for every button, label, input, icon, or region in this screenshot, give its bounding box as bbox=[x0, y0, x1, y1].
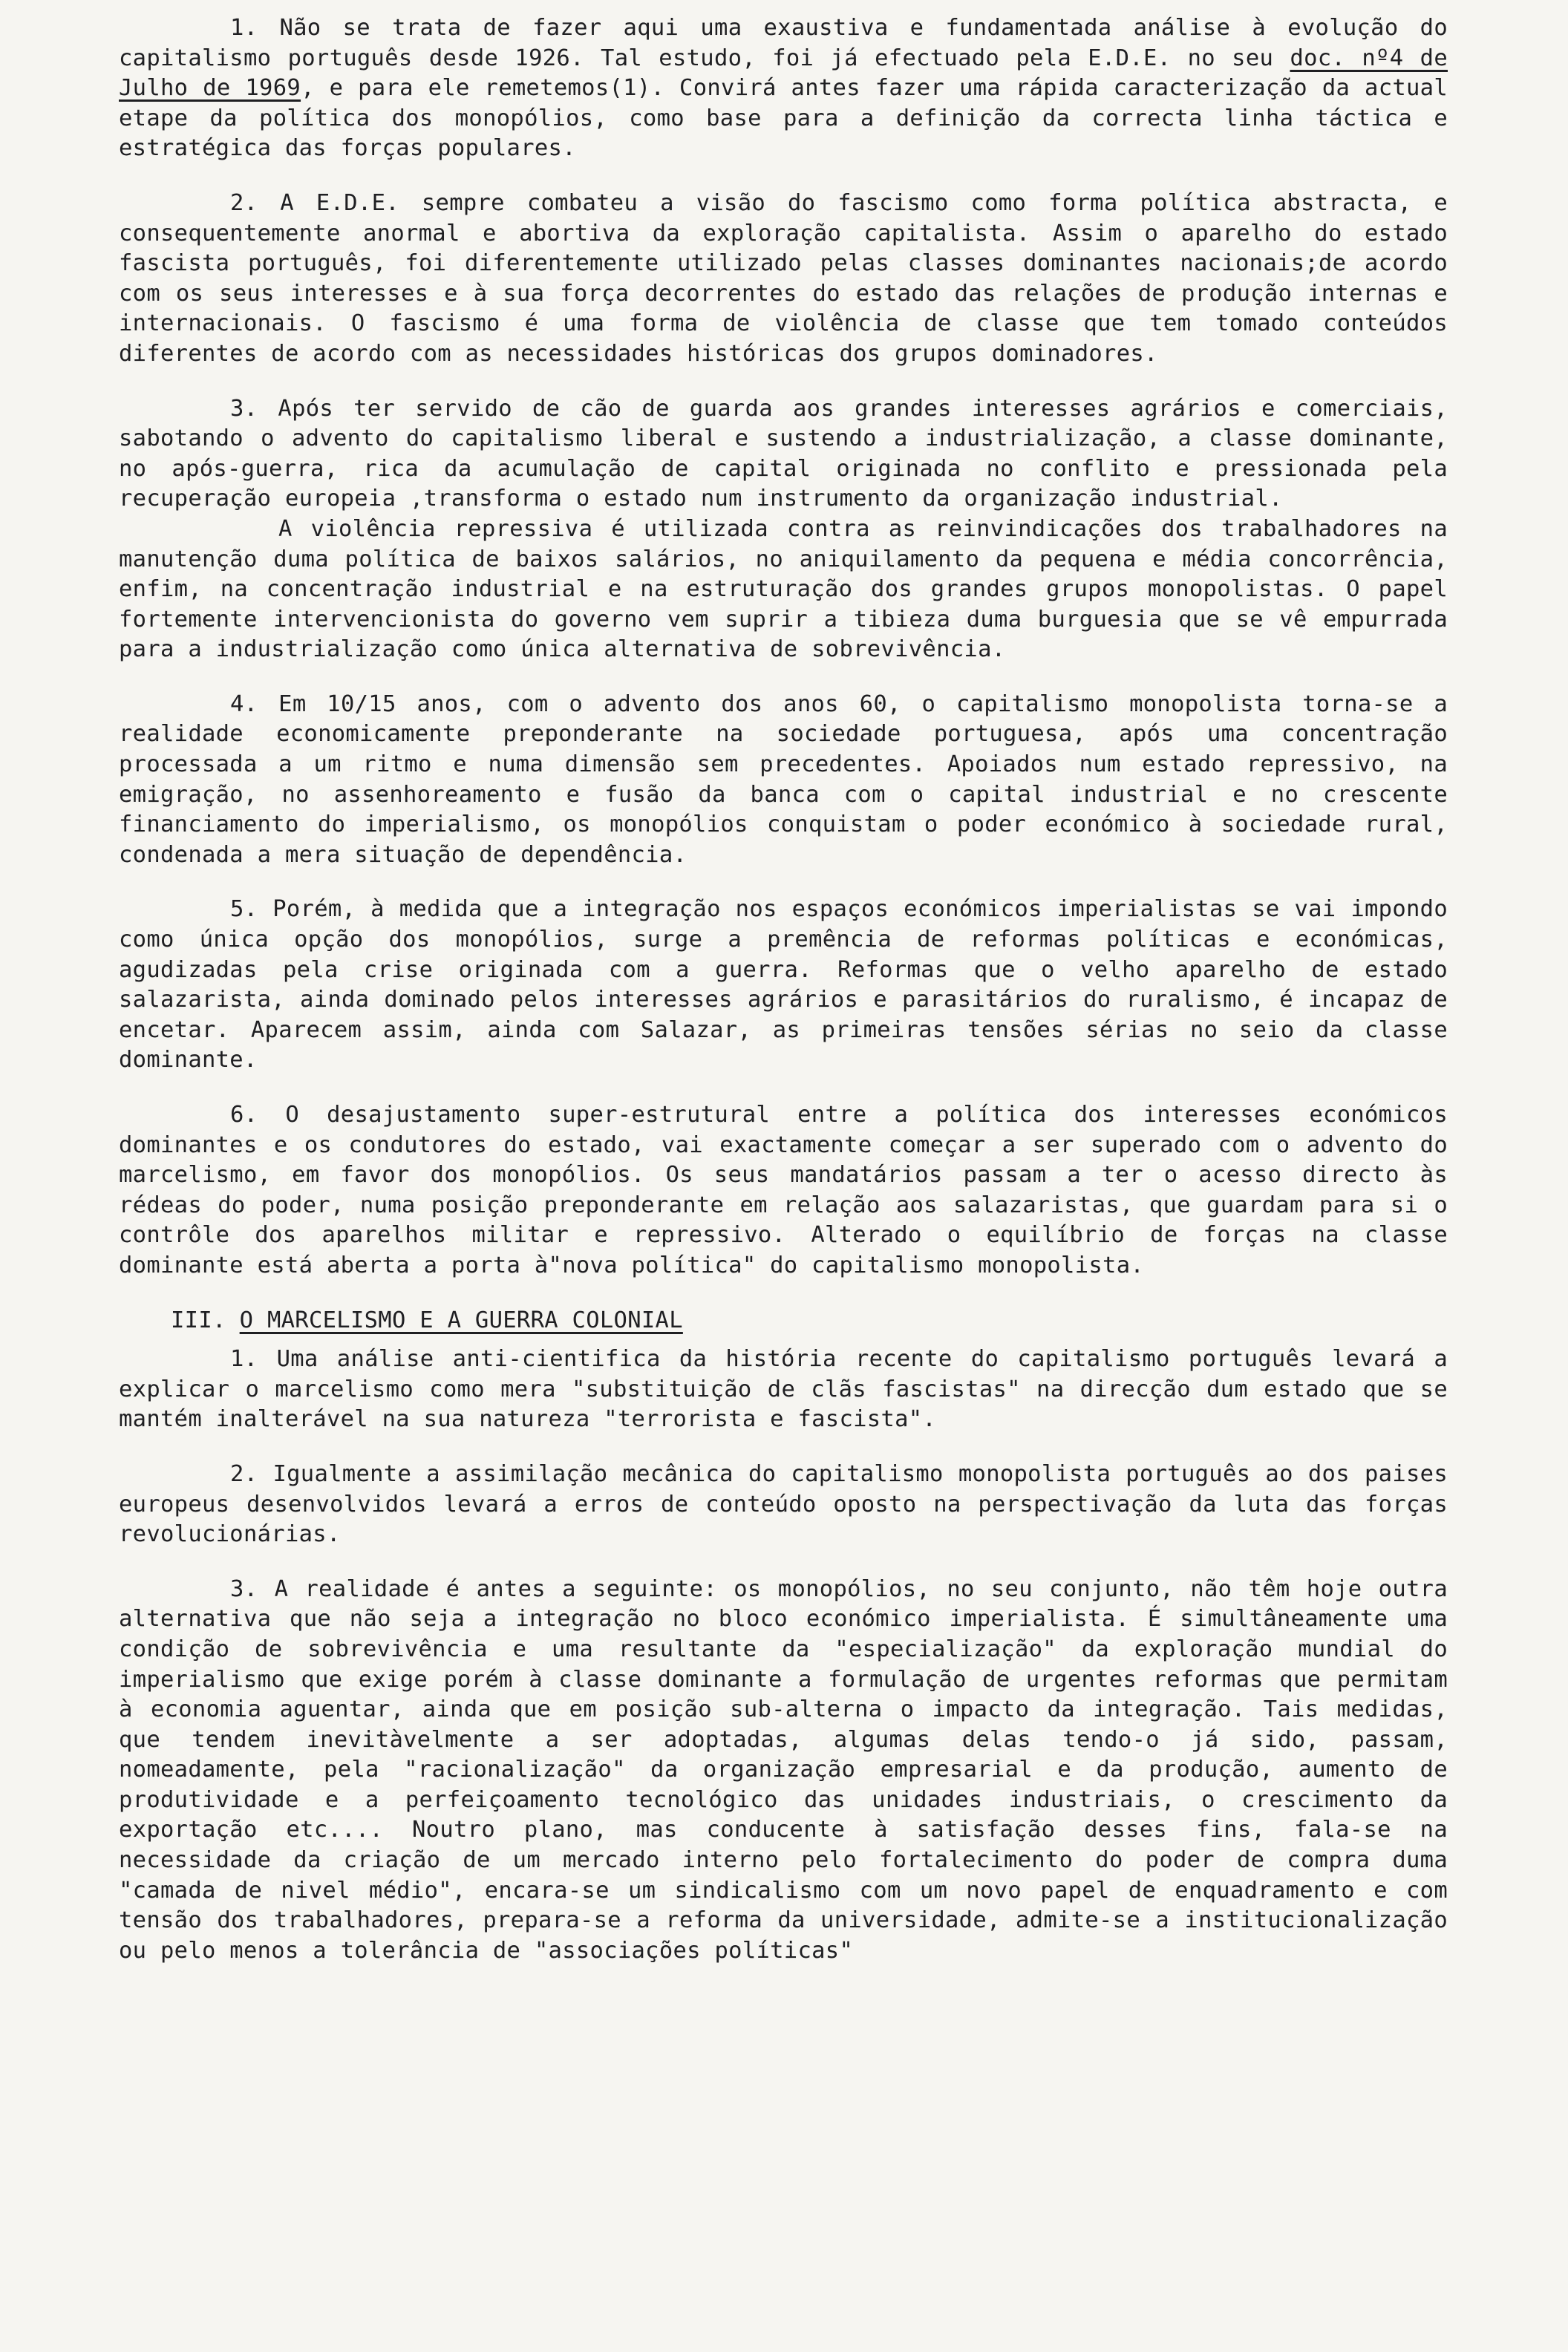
paragraph-2-2: 2. A E.D.E. sempre combateu a visão do fascismo como forma política abstracta, e consequentemente anormal e abortiva da exploração capitalista. Assim o aparelho do estado fascista português, foi diferentemente utilizado pelas classes dominantes nacionais;de acordo com os seus interesses e à sua força decorrentes do estado das relações de produção internas e internacionais. O fascismo é uma forma de violência de classe que tem tomado conteúdos diferentes de acordo com as necessidades históricas dos grupos dominadores. bbox=[119, 189, 1448, 367]
paragraph-2-4: 4. Em 10/15 anos, com o advento dos anos 60, o capitalismo monopolista torna-se a realidade economicamente preponderante na sociedade portuguesa, após uma concentração processada a um ritmo e numa dimensão sem precedentes. Apoiados num estado repressivo, na emigração, no assenhoreamento e fusão da banca com o capital industrial e no crescente financiamento do imperialismo, os monopólios conquistam o poder económico à sociedade rural, condenada a mera situação de dependência. bbox=[119, 690, 1448, 868]
paragraph-2-3-continued: A violência repressiva é utilizada contra as reinvindicações dos trabalhadores na manutenção duma política de baixos salários, no aniquilamento da pequena e média concorrência, enfim, na concentração industrial e na estruturação dos grandes grupos monopolistas. O papel fortemente intervencionista do governo vem suprir a tibieza duma burguesia que se vê empurrada para a industrialização como única alternativa de sobrevivência. bbox=[119, 515, 1448, 663]
document-reference: doc. nº4 de Julho de 1969 bbox=[119, 45, 1448, 102]
section-number: III. bbox=[171, 1307, 226, 1333]
paragraph-2-1-text-b: , e para ele remetemos(1). Convirá antes fazer uma rápida caracterização da actual etape da política dos monopólios, como base para a definição da correcta linha táctica e estratégica das forças populares. bbox=[119, 75, 1448, 162]
paragraph-2-6: 6. O desajustamento super-estrutural entre a política dos interesses económicos dominantes e os condutores do estado, vai exactamente começar a ser superado com o advento do marcelismo, em favor dos monopólios. Os seus mandatários passam a ter o acesso directo às rédeas do poder, numa posição preponderante em relação aos salazaristas, que guardam para si o contrôle dos aparelhos militar e repressivo. Alterado o equilíbrio de forças na classe dominante está aberta a porta à"nova política" do capitalismo monopolista. bbox=[119, 1102, 1448, 1278]
paragraph-3-1: 1. Uma análise anti-cientifica da história recente do capitalismo português levará a explicar o marcelismo como mera "substituição de clãs fascistas" na direcção dum estado que se mantém inalterável na sua natureza "terrorista e fascista". bbox=[119, 1346, 1448, 1433]
section-title: O MARCELISMO E A GUERRA COLONIAL bbox=[239, 1307, 683, 1333]
typewritten-text bbox=[119, 13, 1448, 1990]
paragraph-3-3: 3. A realidade é antes a seguinte: os monopólios, no seu conjunto, não têm hoje outra alternativa que não seja a integração no bloco económico imperialista. É simultâneamente uma condição de sobrevivência e uma resultante da "especialização" da exploração mundial do imperialismo que exige porém à classe dominante a formulação de urgentes reformas que permitam à economia aguentar, ainda que em posição sub-alterna o impacto da integração. Tais medidas, que tendem inevitàvelmente a ser adoptadas, algumas delas tendo-o já sido, passam, nomeadamente, pela "racionalização" da organização empresarial e da produção, aumento de produtividade e a perfeiçoamento tecnológico das unidades industriais, o crescimento da exportação etc.... Noutro plano, mas conducente à satisfação desses fins, fala-se na necessidade da criação de um mercado interno pelo fortalecimento do poder de compra duma "camada de nivel médio", encara-se um sindicalismo com um novo papel de enquadramento e com tensão dos trabalhadores, prepara-se a reforma da universidade, admite-se a institucionalização ou pelo menos a tolerância de "associações políticas" bbox=[119, 1575, 1448, 1964]
section-heading bbox=[119, 1306, 1448, 1336]
paragraph-3-2: 2. Igualmente a assimilação mecânica do capitalismo monopolista português ao dos paises europeus desenvolvidos levará a erros de conteúdo oposto na perspectivação da luta das forças revolucionárias. bbox=[119, 1460, 1448, 1548]
paragraph-2-1-text-a: 1. Não se trata de fazer aqui uma exaustiva e fundamentada análise à evolução do capitalismo português desde 1926. Tal estudo, foi já efectuado pela E.D.E. no seu bbox=[119, 15, 1448, 71]
paragraph-2-5: 5. Porém, à medida que a integração nos espaços económicos imperialistas se vai impondo como única opção dos monopólios, surge a premência de reformas políticas e económicas, agudizadas pela crise originada com a guerra. Reformas que o velho aparelho de estado salazarista, ainda dominado pelos interesses agrários e parasitários do ruralismo, é incapaz de encetar. Aparecem assim, ainda com Salazar, as primeiras tensões sérias no seio da classe dominante. bbox=[119, 896, 1448, 1074]
paragraph-2-3: 3. Após ter servido de cão de guarda aos grandes interesses agrários e comerciais, sabotando o advento do capitalismo liberal e sustendo a industrialização, a classe dominante, no após-guerra, rica da acumulação de capital originada no conflito e pressionada pela recuperação europeia ,transforma o estado num instrumento da organização industrial. bbox=[119, 395, 1448, 512]
paragraph-2-1 bbox=[119, 13, 1448, 164]
